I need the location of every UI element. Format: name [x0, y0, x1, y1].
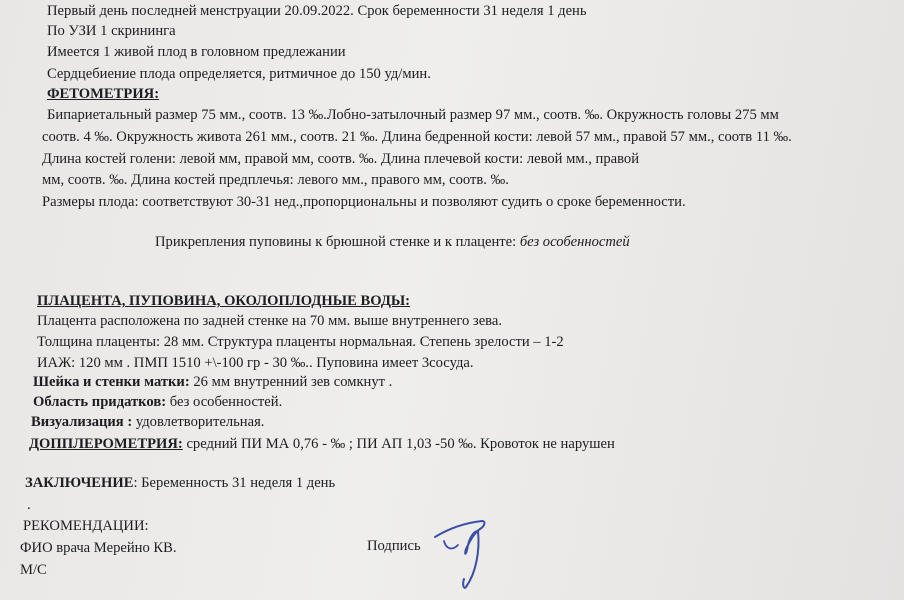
recommendations-heading: РЕКОМЕНДАЦИИ: — [23, 518, 149, 534]
cord-attachment-label: Прикрепления пуповины к брюшной стенке и к плаценте: — [155, 234, 517, 250]
nurse-label: М/С — [20, 562, 47, 578]
cervix-value: 26 мм внутренний зев сомкнут . — [189, 374, 393, 390]
doppler-line — [29, 436, 615, 453]
visualization-label: Визуализация : — [31, 414, 133, 430]
fetometry-line-2: соотв. 4 ‰. Окружность живота 261 мм., соотв. 21 ‰. Длина бедренной кости: левой 57 мм., правой 57 мм., соотв 11 ‰. — [42, 129, 792, 145]
fetometry-line-4: мм, соотв. ‰. Длина костей предплечья: левого мм., правого мм, соотв. ‰. — [42, 172, 509, 188]
last-period-line: Первый день последней менструации 20.09.2022. Срок беременности 31 неделя 1 день — [47, 3, 587, 19]
conclusion-line — [25, 475, 335, 492]
cervix-label: Шейка и стенки матки: — [33, 374, 190, 390]
visualization-value: удовлетворительная. — [132, 414, 265, 430]
placenta-heading: ПЛАЦЕНТА, ПУПОВИНА, ОКОЛОПЛОДНЫЕ ВОДЫ: — [37, 293, 411, 309]
screening-line: По УЗИ 1 скрининга — [47, 23, 176, 39]
conclusion-value: : Беременность 31 неделя 1 день — [133, 475, 336, 491]
placenta-thickness-line: Толщина плаценты: 28 мм. Структура плаценты нормальная. Степень зрелости – 1-2 — [37, 334, 564, 350]
fetometry-heading: ФЕТОМЕТРИЯ: — [47, 86, 160, 102]
conclusion-dot: . — [27, 497, 31, 513]
placenta-location-line: Плацента расположена по задней стенке на 70 мм. выше внутреннего зева. — [37, 313, 502, 329]
visualization-line — [31, 414, 264, 431]
fetus-presentation-line: Имеется 1 живой плод в головном предлежании — [47, 44, 346, 60]
conclusion-label: ЗАКЛЮЧЕНИЕ — [25, 475, 134, 491]
handwritten-signature — [430, 515, 500, 595]
adnexa-line — [33, 394, 282, 411]
doppler-value: средний ПИ МА 0,76 - ‰ ; ПИ АП 1,03 -50 ‰. Кровоток не нарушен — [182, 436, 615, 452]
fetal-size-line: Размеры плода: соответствуют 30-31 нед.,пропорциональны и позволяют судить о сроке беременности. — [42, 194, 686, 210]
fetometry-line-1: Бипариетальный размер 75 мм., соотв. 13 ‰.Лобно-затылочный размер 97 мм., соотв. ‰. Окружность головы 275 мм — [47, 107, 779, 123]
cord-attachment-line — [155, 234, 630, 251]
signature-label: Подпись — [367, 538, 421, 554]
doctor-name: ФИО врача Мерейно КВ. — [20, 540, 177, 556]
adnexa-label: Область придатков: — [33, 394, 167, 410]
amniotic-index-line: ИАЖ: 120 мм . ПМП 1510 +\-100 гр - 30 ‰.. Пуповина имеет 3сосуда. — [37, 355, 474, 371]
doppler-label: ДОППЛЕРОМЕТРИЯ: — [29, 436, 183, 452]
fetometry-line-3: Длина костей голени: левой мм, правой мм, соотв. ‰. Длина плечевой кости: левой мм., правой — [42, 151, 640, 167]
cord-attachment-value: без особенностей — [519, 234, 630, 250]
adnexa-value: без особенностей. — [166, 394, 283, 410]
heartbeat-line: Сердцебиение плода определяется, ритмичное до 150 уд/мин. — [47, 66, 431, 82]
cervix-line — [33, 374, 392, 391]
